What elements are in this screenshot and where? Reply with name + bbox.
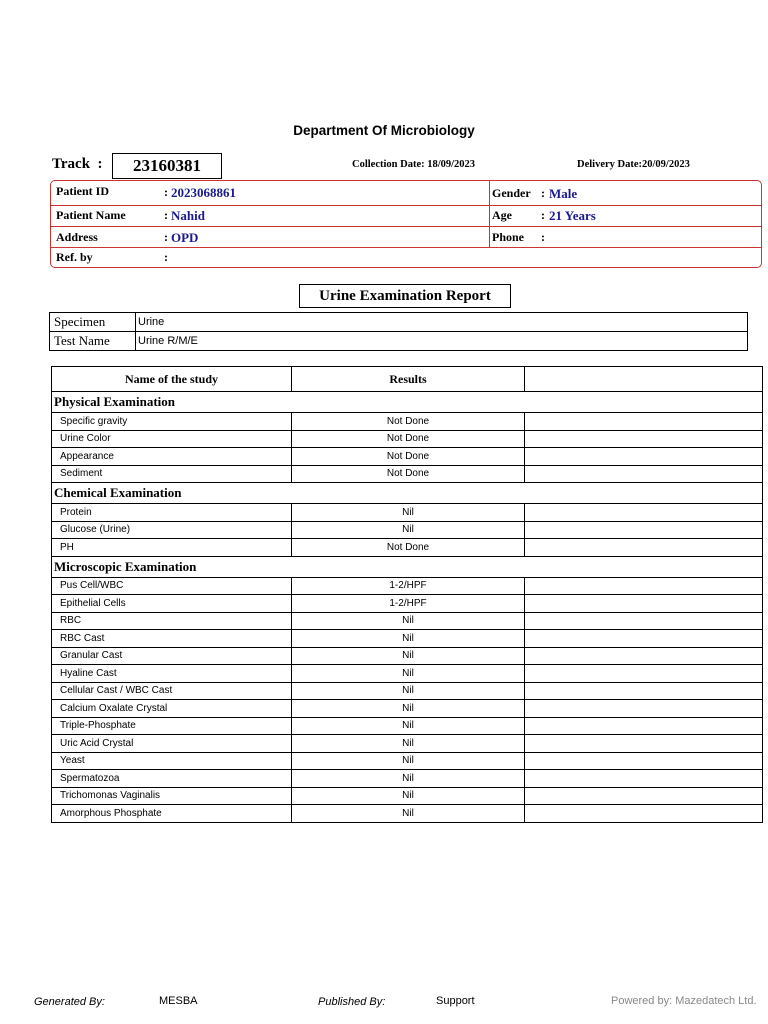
study-blank <box>525 539 763 557</box>
study-name: Urine Color <box>52 430 292 448</box>
study-blank <box>525 630 763 648</box>
study-blank <box>525 647 763 665</box>
delivery-date: Delivery Date:20/09/2023 <box>577 159 690 170</box>
study-blank <box>525 805 763 823</box>
study-blank <box>525 577 763 595</box>
test-name-value: Urine R/M/E <box>136 332 748 351</box>
patient-divider <box>489 181 490 248</box>
patient-row-id <box>51 181 761 206</box>
patient-info-box <box>50 180 762 268</box>
patient-name-label: Patient Name <box>56 208 126 222</box>
study-result: Nil <box>292 504 525 522</box>
study-blank <box>525 787 763 805</box>
study-result: Nil <box>292 682 525 700</box>
study-blank <box>525 413 763 431</box>
section-title: Microscopic Examination <box>52 556 763 577</box>
phone-label: Phone <box>492 230 525 244</box>
study-name: Yeast <box>52 752 292 770</box>
study-blank <box>525 521 763 539</box>
study-result: 1-2/HPF <box>292 595 525 613</box>
study-blank <box>525 430 763 448</box>
col-blank-header <box>525 367 763 392</box>
study-blank <box>525 595 763 613</box>
published-by-label: Published By: <box>318 996 386 1008</box>
study-blank <box>525 448 763 466</box>
study-name: Granular Cast <box>52 647 292 665</box>
results-body <box>52 392 763 823</box>
study-result: Nil <box>292 752 525 770</box>
study-blank <box>525 465 763 483</box>
table-row <box>52 752 763 770</box>
study-blank <box>525 504 763 522</box>
study-name: Sediment <box>52 465 292 483</box>
table-row <box>52 465 763 483</box>
gender-colon: : <box>541 186 545 200</box>
section-title: Physical Examination <box>52 392 763 413</box>
study-result: Nil <box>292 735 525 753</box>
refby-label: Ref. by <box>56 250 93 264</box>
age-label: Age <box>492 208 512 222</box>
address-value: OPD <box>171 230 199 245</box>
table-row <box>52 413 763 431</box>
results-table <box>51 366 763 823</box>
study-result: 1-2/HPF <box>292 577 525 595</box>
table-row <box>52 647 763 665</box>
study-name: Glucose (Urine) <box>52 521 292 539</box>
table-row <box>52 612 763 630</box>
study-blank <box>525 665 763 683</box>
study-name: Epithelial Cells <box>52 595 292 613</box>
study-name: Appearance <box>52 448 292 466</box>
address-colon: : <box>164 230 168 244</box>
table-row <box>52 504 763 522</box>
specimen-row <box>50 313 748 332</box>
study-result: Nil <box>292 770 525 788</box>
study-result: Nil <box>292 665 525 683</box>
table-row <box>52 770 763 788</box>
table-row <box>52 700 763 718</box>
study-result: Nil <box>292 717 525 735</box>
section-row <box>52 392 763 413</box>
patient-name-colon: : <box>164 208 168 222</box>
department-title: Department Of Microbiology <box>293 123 475 138</box>
table-row <box>52 682 763 700</box>
study-blank <box>525 735 763 753</box>
study-name: PH <box>52 539 292 557</box>
study-name: Uric Acid Crystal <box>52 735 292 753</box>
study-result: Nil <box>292 787 525 805</box>
table-row <box>52 805 763 823</box>
generated-by-value: MESBA <box>159 995 198 1007</box>
study-name: Calcium Oxalate Crystal <box>52 700 292 718</box>
section-row <box>52 483 763 504</box>
patient-id-value: 2023068861 <box>171 185 236 200</box>
study-blank <box>525 770 763 788</box>
gender-value: Male <box>549 186 578 201</box>
study-name: Hyaline Cast <box>52 665 292 683</box>
table-row <box>52 735 763 753</box>
section-title: Chemical Examination <box>52 483 763 504</box>
study-result: Not Done <box>292 448 525 466</box>
table-row <box>52 448 763 466</box>
collection-date: Collection Date: 18/09/2023 <box>352 159 476 170</box>
table-row <box>52 717 763 735</box>
col-results-header: Results <box>292 367 525 392</box>
results-header-row <box>52 367 763 392</box>
study-name: Specific gravity <box>52 413 292 431</box>
table-row <box>52 539 763 557</box>
table-row <box>52 595 763 613</box>
study-blank <box>525 612 763 630</box>
patient-name-value: Nahid <box>171 208 205 223</box>
study-blank <box>525 752 763 770</box>
age-colon: : <box>541 208 545 222</box>
study-result: Nil <box>292 647 525 665</box>
study-result: Nil <box>292 612 525 630</box>
col-study-header: Name of the study <box>52 367 292 392</box>
study-name: Spermatozoa <box>52 770 292 788</box>
study-blank <box>525 682 763 700</box>
specimen-value: Urine <box>136 313 748 332</box>
study-result: Nil <box>292 805 525 823</box>
study-result: Not Done <box>292 465 525 483</box>
study-name: Triple-Phosphate <box>52 717 292 735</box>
patient-id-colon: : <box>164 185 168 199</box>
section-row <box>52 556 763 577</box>
refby-colon: : <box>164 250 168 264</box>
patient-id-label: Patient ID <box>56 184 109 198</box>
study-result: Nil <box>292 521 525 539</box>
specimen-table <box>49 312 748 351</box>
address-label: Address <box>56 230 98 244</box>
study-name: Pus Cell/WBC <box>52 577 292 595</box>
study-result: Not Done <box>292 413 525 431</box>
test-name-row <box>50 332 748 351</box>
study-blank <box>525 700 763 718</box>
study-result: Nil <box>292 700 525 718</box>
specimen-label: Specimen <box>50 313 136 332</box>
study-name: Cellular Cast / WBC Cast <box>52 682 292 700</box>
phone-colon: : <box>541 230 545 244</box>
table-row <box>52 665 763 683</box>
test-name-label: Test Name <box>50 332 136 351</box>
study-name: Amorphous Phosphate <box>52 805 292 823</box>
study-blank <box>525 717 763 735</box>
patient-row-address <box>51 227 761 248</box>
study-name: RBC <box>52 612 292 630</box>
track-label: Track : <box>52 156 103 172</box>
table-row <box>52 430 763 448</box>
published-by-value: Support <box>436 995 475 1007</box>
study-name: Trichomonas Vaginalis <box>52 787 292 805</box>
age-value: 21 Years <box>549 208 596 223</box>
powered-by: Powered by: Mazedatech Ltd. <box>611 995 757 1007</box>
study-result: Not Done <box>292 539 525 557</box>
table-row <box>52 630 763 648</box>
report-title: Urine Examination Report <box>299 284 511 308</box>
table-row <box>52 787 763 805</box>
patient-row-name <box>51 206 761 227</box>
table-row <box>52 577 763 595</box>
study-result: Nil <box>292 630 525 648</box>
study-name: Protein <box>52 504 292 522</box>
table-row <box>52 521 763 539</box>
study-name: RBC Cast <box>52 630 292 648</box>
gender-label: Gender <box>492 186 531 200</box>
generated-by-label: Generated By: <box>34 996 105 1008</box>
track-number: 23160381 <box>112 153 222 179</box>
study-result: Not Done <box>292 430 525 448</box>
